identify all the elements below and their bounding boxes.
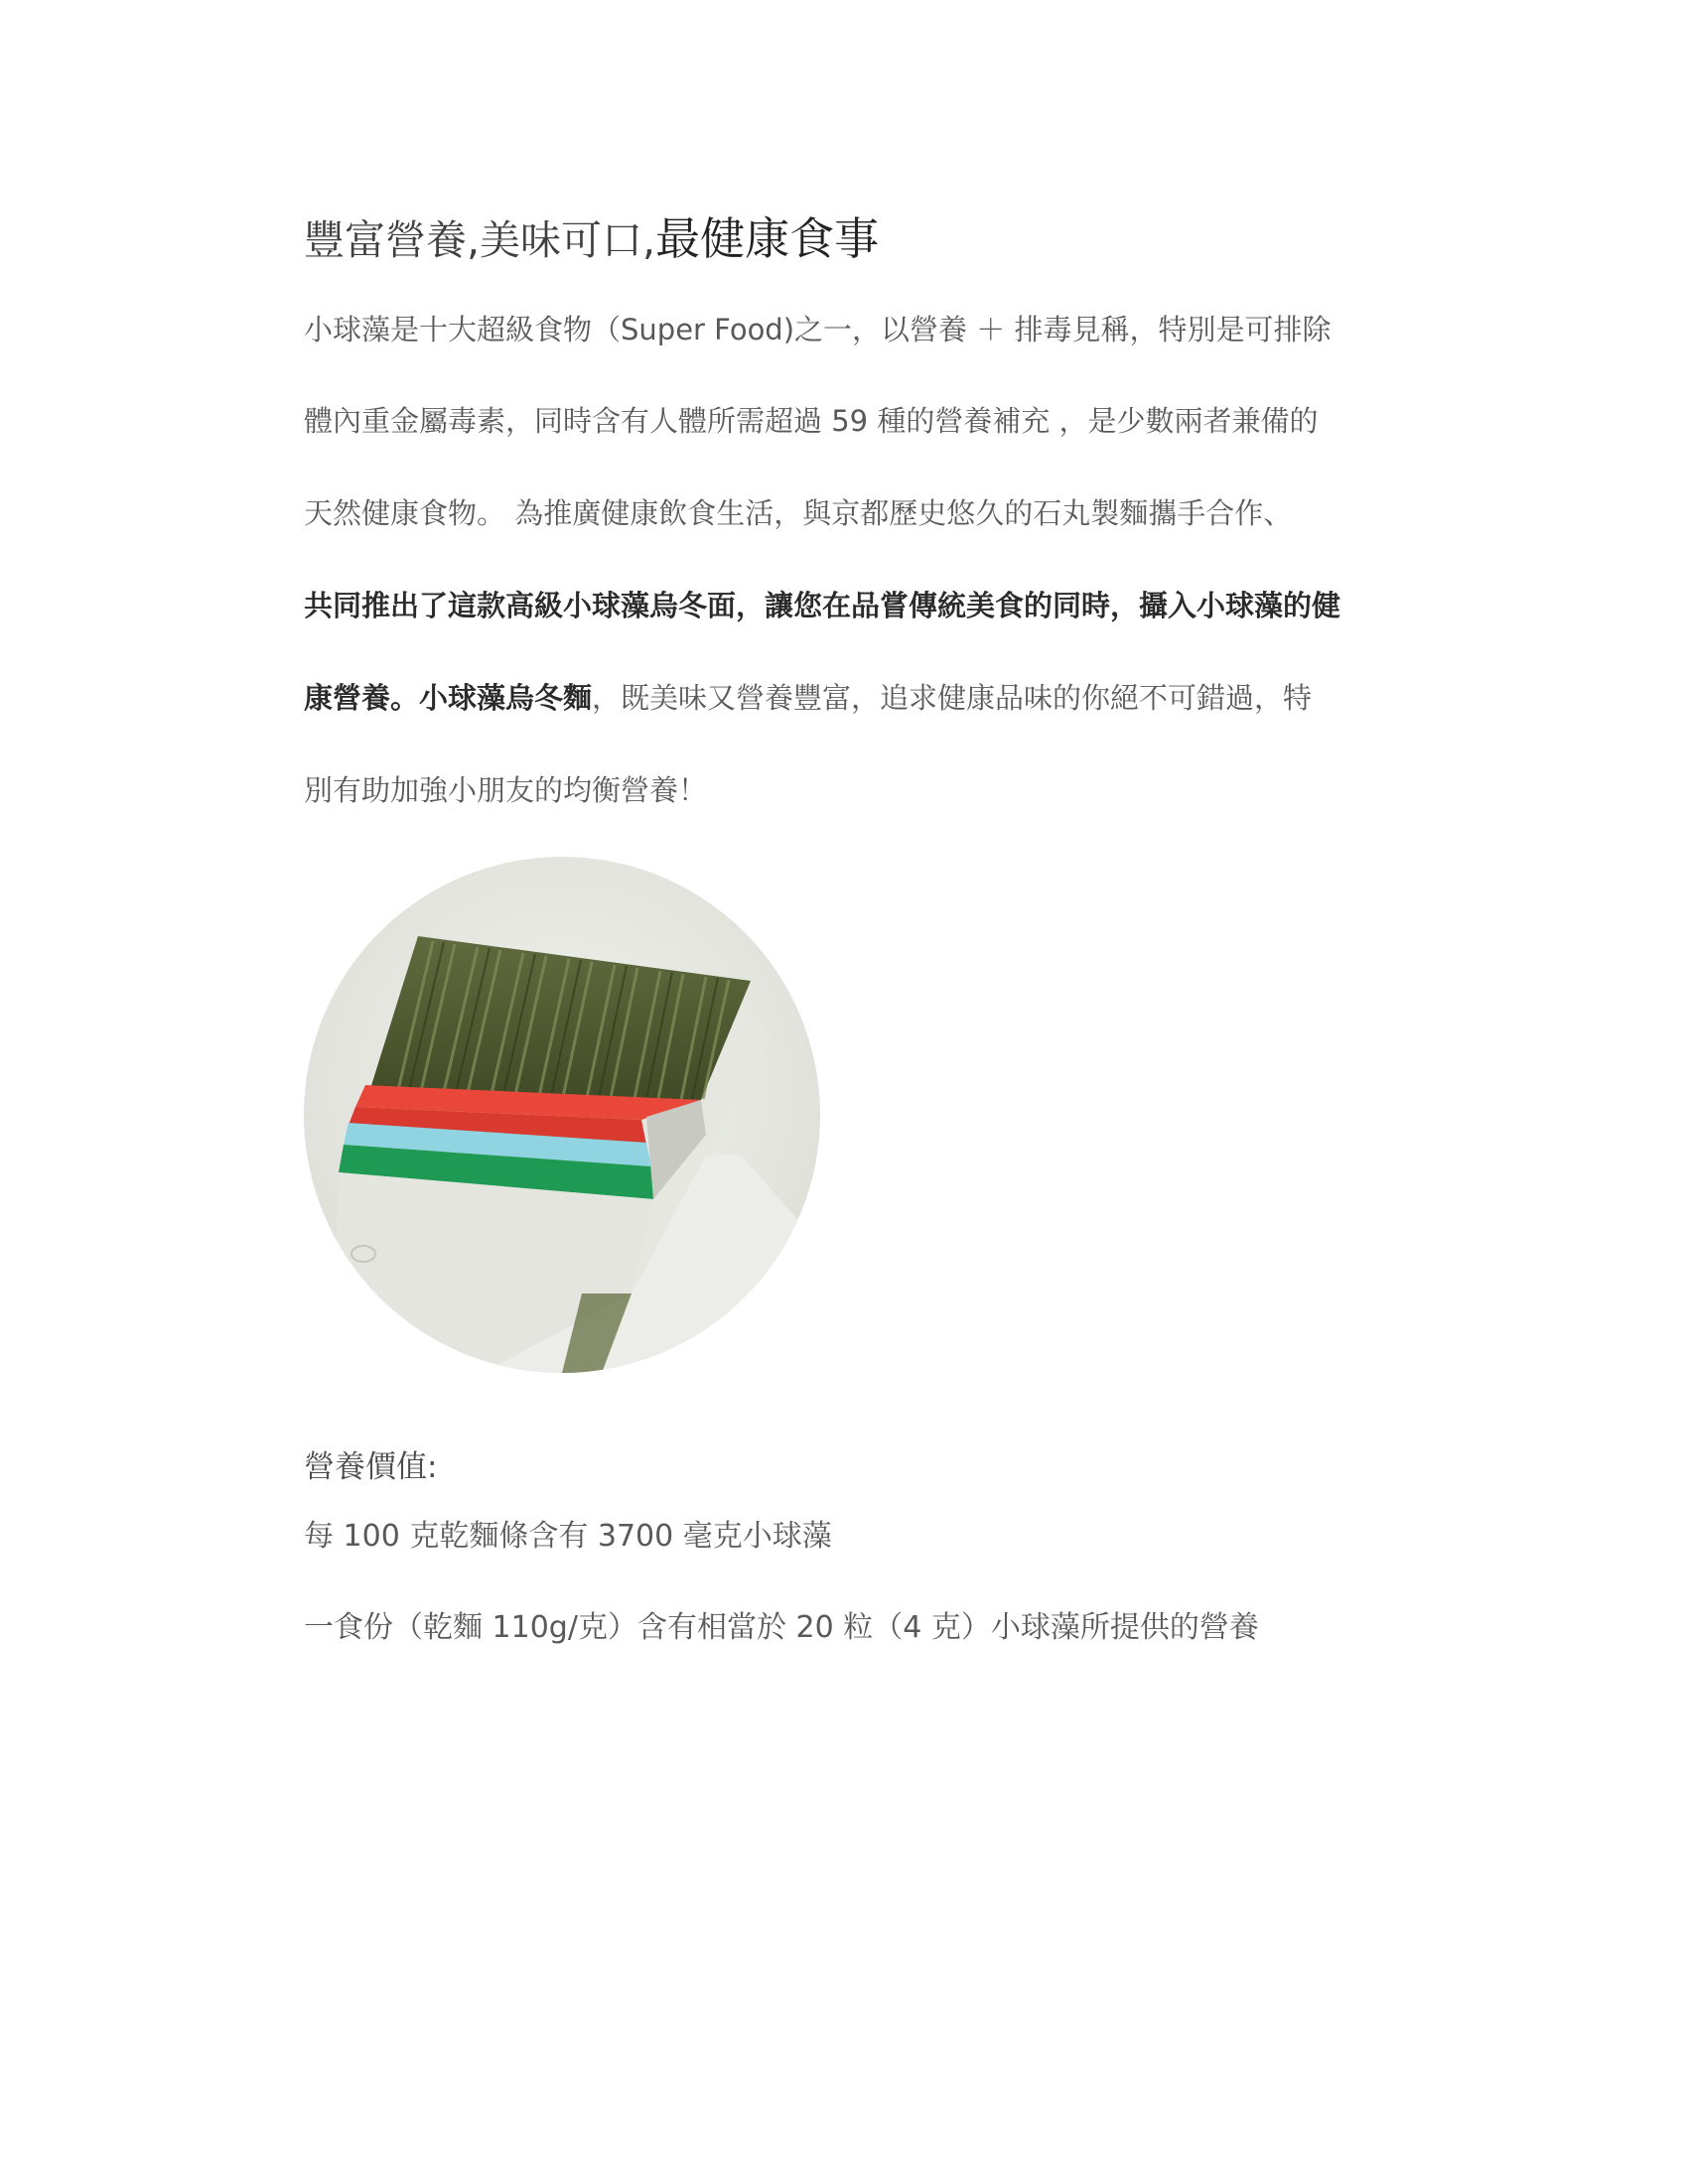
nutrition-title: 營養價值: (304, 1449, 438, 1485)
paragraph-line (304, 584, 1340, 624)
product-photo (304, 857, 820, 1373)
title-part-1: 豐富營養,美味可口, (304, 216, 656, 264)
paragraph-line: 體內重金屬毒素，同時含有人體所需超過 59 種的營養補充 ，是少數兩者兼備的 (304, 404, 1319, 438)
paragraph-text: ，既美味又營養豐富，追求健康品味的你絕不可錯過，特 (592, 681, 1313, 715)
paragraph-line (304, 676, 1312, 717)
paragraph-line: 別有助加強小朋友的均衡營養！ (304, 773, 708, 807)
bold-text: 共同推出了這款高級小球藻烏冬面，讓您在品嘗傳統美食的同時，攝入小球藻的健 (304, 589, 1341, 622)
paragraph-line: 小球藻是十大超級食物（Super Food)之一，以營養 ＋ 排毒見稱，特別是可排除 (304, 313, 1332, 346)
nutrition-line: 每 100 克乾麵條含有 3700 毫克小球藻 (304, 1519, 832, 1554)
paragraph-line: 天然健康食物。 為推廣健康飲食生活，與京都歷史悠久的石丸製麵攜手合作、 (304, 496, 1293, 530)
bold-product-name: 康營養。小球藻烏冬麵 (304, 681, 593, 715)
page-title (304, 203, 879, 267)
nutrition-line: 一食份（乾麵 110g/克）含有相當於 20 粒（4 克）小球藻所提供的營養 (304, 1610, 1259, 1645)
title-part-2: 最健康食事 (655, 212, 880, 265)
